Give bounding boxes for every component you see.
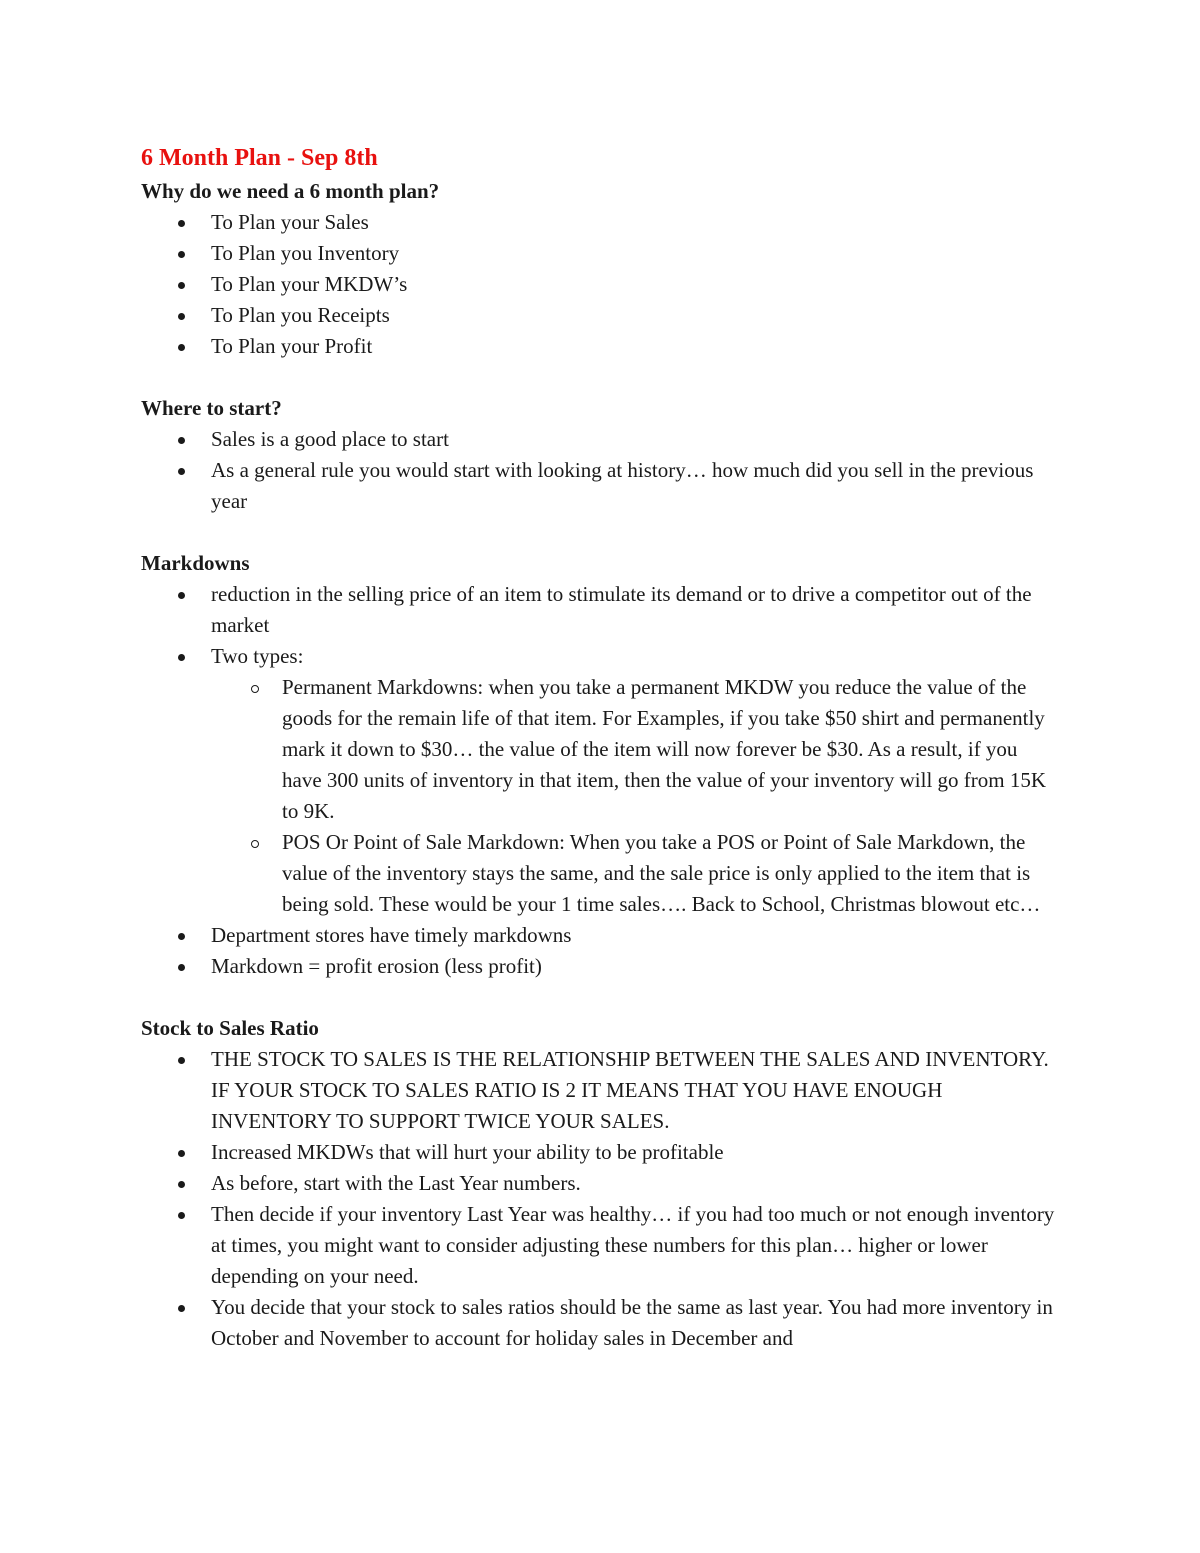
- section-heading-stock-to-sales: Stock to Sales Ratio: [141, 1016, 319, 1040]
- bullet-icon: [178, 468, 185, 475]
- bullet-icon: [178, 1150, 185, 1157]
- list-item: Increased MKDWs that will hurt your ability to be profitable: [141, 1137, 1061, 1168]
- sub-bullet-list: [211, 672, 1061, 920]
- bullet-list-markdowns: [141, 579, 1061, 982]
- bullet-icon: [178, 437, 185, 444]
- bullet-icon: [178, 1212, 185, 1219]
- bullet-list-why: [141, 207, 1061, 362]
- bullet-list-stock-to-sales: [141, 1044, 1061, 1354]
- list-item: Markdown = profit erosion (less profit): [141, 951, 1061, 982]
- list-item: As before, start with the Last Year numbers.: [141, 1168, 1061, 1199]
- list-item: THE STOCK TO SALES IS THE RELATIONSHIP BETWEEN THE SALES AND INVENTORY. IF YOUR STOCK TO SALES RATIO IS 2 IT MEANS THAT YOU HAVE ENOUGH INVENTORY TO SUPPORT TWICE YOUR SALES.: [141, 1044, 1061, 1137]
- bullet-icon: [178, 1305, 185, 1312]
- bullet-icon: [178, 654, 185, 661]
- bullet-icon: [178, 344, 185, 351]
- hollow-bullet-icon: [251, 685, 259, 693]
- sub-list-item: POS Or Point of Sale Markdown: When you take a POS or Point of Sale Markdown, the value of the inventory stays the same, and the sale price is only applied to the item that is being sold. These would be your 1 time sales…. Back to School, Christmas blowout etc…: [211, 827, 1061, 920]
- page-title: 6 Month Plan - Sep 8th: [141, 145, 378, 171]
- list-item: To Plan your Sales: [141, 207, 1061, 238]
- document-page: [141, 142, 1061, 1354]
- list-item: To Plan your MKDW’s: [141, 269, 1061, 300]
- spacer: [141, 362, 1061, 393]
- section-heading-markdowns: Markdowns: [141, 551, 250, 575]
- list-item: You decide that your stock to sales ratios should be the same as last year. You had more inventory in October and November to account for holiday sales in December and: [141, 1292, 1061, 1354]
- section-heading-why: Why do we need a 6 month plan?: [141, 179, 440, 203]
- section-heading-where: Where to start?: [141, 396, 282, 420]
- list-item: To Plan you Receipts: [141, 300, 1061, 331]
- list-item: reduction in the selling price of an item to stimulate its demand or to drive a competitor out of the market: [141, 579, 1061, 641]
- sub-list-item: Permanent Markdowns: when you take a permanent MKDW you reduce the value of the goods for the remain life of that item. For Examples, if you take $50 shirt and permanently mark it down to $30… the value of the item will now forever be $30. As a result, if you have 300 units of inventory in that item, then the value of your inventory will go from 15K to 9K.: [211, 672, 1061, 827]
- list-item: Two types: Permanent Markdowns: when you take a permanent MKDW you reduce the value of the goods for the remain life of that item. For Examples, if you take $50 shirt and permanently mark it down to $30… the value of the item will now forever be $30. As a result, if you have 300 units of inventory in that item, then the value of your inventory will go from 15K to 9K. POS Or Point of Sale Markdown: When you take a POS or Point of Sale Markdown, the value of the inventory stays the same, and the sale price is only applied to the item that is being sold. These would be your 1 time sales…. Back to School, Christmas blowout etc…: [141, 641, 1061, 920]
- bullet-list-where: [141, 424, 1061, 517]
- bullet-icon: [178, 1181, 185, 1188]
- bullet-icon: [178, 282, 185, 289]
- bullet-icon: [178, 592, 185, 599]
- list-item: Then decide if your inventory Last Year was healthy… if you had too much or not enough inventory at times, you might want to consider adjusting these numbers for this plan… higher or lower depending on your need.: [141, 1199, 1061, 1292]
- list-item: To Plan your Profit: [141, 331, 1061, 362]
- bullet-icon: [178, 933, 185, 940]
- list-item: Sales is a good place to start: [141, 424, 1061, 455]
- hollow-bullet-icon: [251, 840, 259, 848]
- bullet-icon: [178, 1057, 185, 1064]
- list-item: As a general rule you would start with looking at history… how much did you sell in the previous year: [141, 455, 1061, 517]
- spacer: [141, 517, 1061, 548]
- spacer: [141, 982, 1061, 1013]
- bullet-icon: [178, 964, 185, 971]
- bullet-icon: [178, 251, 185, 258]
- bullet-icon: [178, 220, 185, 227]
- bullet-icon: [178, 313, 185, 320]
- list-item: To Plan you Inventory: [141, 238, 1061, 269]
- list-item: Department stores have timely markdowns: [141, 920, 1061, 951]
